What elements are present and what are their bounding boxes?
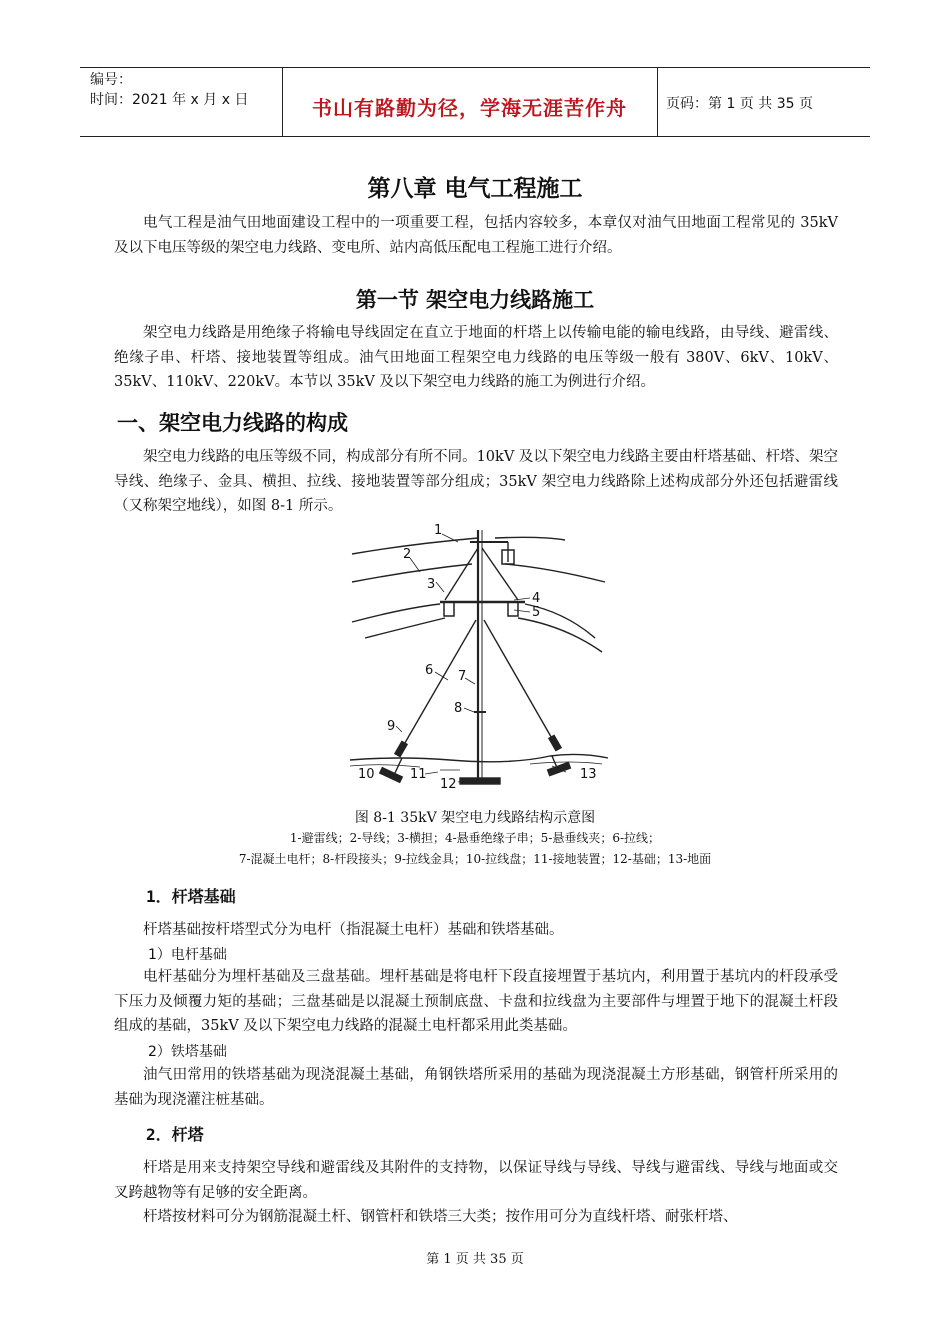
diagram-label: 13 (580, 767, 597, 782)
diagram-label: 3 (427, 577, 436, 592)
page-header (80, 67, 870, 137)
insulator-right (508, 602, 518, 616)
figure-legend-line: 1-避雷线；2-导线；3-横担；4-悬垂绝缘子串；5-悬垂线夹；6-拉线； (289, 831, 661, 845)
pole-foundation (460, 778, 500, 784)
diagram-label: 1 (434, 523, 443, 538)
subsection-title: 一、架空电力线路的构成 (117, 411, 348, 435)
page-footer: 第 1 页 共 35 页 (426, 1252, 524, 1267)
header-motto: 书山有路勤为径，学海无涯苦作舟 (312, 96, 627, 120)
diagram-label: 9 (387, 719, 396, 734)
item-1-title: 1．杆塔基础 (146, 887, 236, 906)
insulator-left (444, 602, 454, 616)
diagram-label: 8 (454, 701, 463, 716)
diagram-label: 4 (532, 591, 541, 606)
power-line-diagram (340, 520, 610, 796)
figure-caption: 图 8-1 35kV 架空电力线路结构示意图 (354, 810, 596, 826)
figure-legend-line: 7-混凝土电杆；8-杆段接头；9-拉线金具；10-拉线盘；11-接地装置；12-基础；13-地面 (238, 852, 712, 866)
lightning-wire (352, 538, 478, 554)
header-page-number: 页码：第 1 页 共 35 页 (666, 96, 813, 112)
item-2-title: 2．杆塔 (146, 1125, 204, 1144)
conductor-right (505, 564, 605, 582)
anchor-plate-left (380, 768, 402, 783)
header-divider (657, 68, 658, 136)
section-paragraph: 架空电力线路是用绝缘子将输电导线固定在直立于地面的杆塔上以传输电能的输电线路，由导线、避雷线、绝缘子串、杆塔、接地装置等组成。油气田地面工程架空电力线路的电压等级一般有 380V、6kV、10kV、35kV、110kV、220kV。本节以 35kV 及以下架空电力线路的施工为例进行介绍。 (114, 325, 838, 390)
item-1-sub1-title: 1）电杆基础 (148, 947, 227, 963)
section-title: 第一节 架空电力线路施工 (355, 288, 595, 312)
diagram-label: 11 (410, 767, 427, 782)
diagram-label: 2 (403, 547, 412, 562)
item-1-sub2-title: 2）铁塔基础 (148, 1044, 227, 1060)
item-1-sub1-paragraph: 电杆基础分为埋杆基础及三盘基础。埋杆基础是将电杆下段直接埋置于基坑内，利用置于基坑内的杆段承受下压力及倾覆力矩的基础；三盘基础是以混凝土预制底盘、卡盘和拉线盘为主要部件与埋置于地下的混凝土杆段组成的基础，35kV 及以下架空电力线路的混凝土电杆都采用此类基础。 (114, 969, 838, 1034)
chapter-title: 第八章 电气工程施工 (367, 176, 583, 202)
guy-wire-right (484, 620, 554, 742)
guy-wire-left (402, 620, 476, 748)
diagram-label: 12 (440, 777, 457, 792)
diagram-label: 7 (458, 669, 467, 684)
item-1-sub2-paragraph: 油气田常用的铁塔基础为现浇混凝土基础，角钢铁塔所采用的基础为现浇混凝土方形基础，钢管杆所采用的基础为现浇灌注桩基础。 (114, 1067, 838, 1108)
intro-paragraph: 电气工程是油气田地面建设工程中的一项重要工程，包括内容较多，本章仅对油气田地面工程常见的 35kV 及以下电压等级的架空电力线路、变电所、站内高低压配电工程施工进行介绍。 (114, 215, 838, 256)
document-date: 时间：2021 年 x 月 x 日 (90, 92, 249, 108)
header-meta (90, 70, 248, 110)
item-2-paragraph: 杆塔是用来支持架空导线和避雷线及其附件的支持物，以保证导线与导线、导线与避雷线、导线与地面或交叉跨越物等有足够的安全距离。 杆塔按材料可分为钢筋混凝土杆、钢管杆和铁塔三大类；按作用可分为直线杆塔、耐张杆塔、 (114, 1160, 838, 1225)
subsection-paragraph: 架空电力线路的电压等级不同，构成部分有所不同。10kV 及以下架空电力线路主要由杆塔基础、杆塔、架空导线、绝缘子、金具、横担、拉线、接地装置等部分组成；35kV 架空电力线路除上述构成部分外还包括避雷线（又称架空地线），如图 8-1 所示。 (114, 449, 838, 514)
diagram-label: 6 (425, 663, 434, 678)
document-number: 编号： (90, 72, 132, 88)
diagram-label: 10 (358, 767, 375, 782)
item-1-paragraph: 杆塔基础按杆塔型式分为电杆（指混凝土电杆）基础和铁塔基础。 (143, 922, 564, 938)
conductor-left (352, 564, 472, 582)
figure-legend (0, 828, 950, 870)
diagram-label: 5 (532, 605, 541, 620)
